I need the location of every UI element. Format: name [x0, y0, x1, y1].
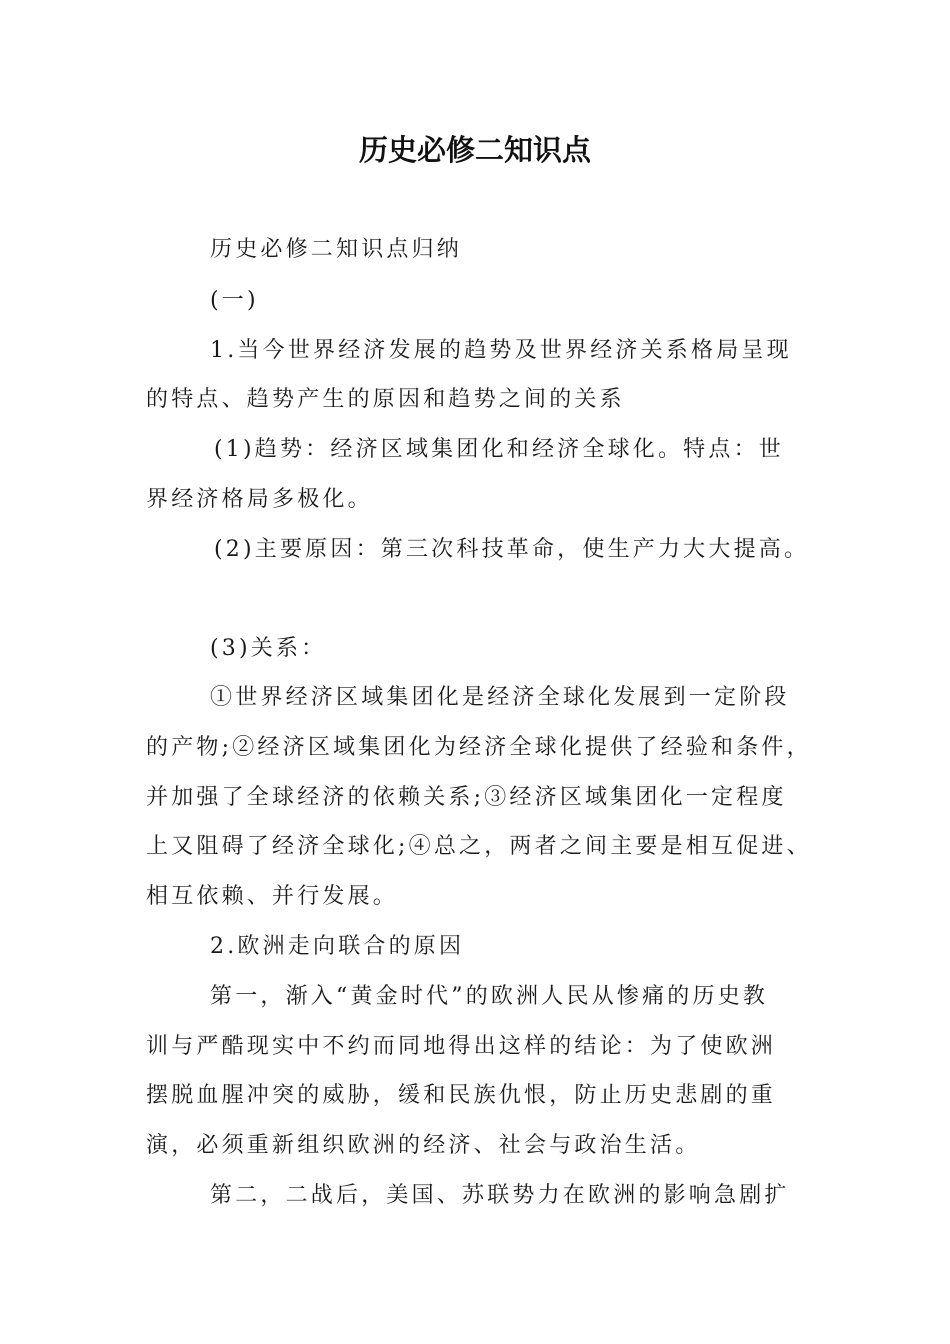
paragraph-line: 的特点、趋势产生的原因和趋势之间的关系 — [146, 387, 625, 412]
paragraph-line: 的产物;②经济区域集团化为经济全球化提供了经验和条件， — [146, 735, 812, 760]
paragraph-line: ①世界经济区域集团化是经济全球化发展到一定阶段 — [210, 685, 790, 710]
document-title: 历史必修二知识点 — [358, 133, 591, 167]
paragraph-line: (3)关系： — [210, 636, 327, 661]
paragraph-line: 并加强了全球经济的依赖关系;③经济区域集团化一定程度 — [146, 785, 787, 810]
paragraph-line: 第一，渐入“黄金时代”的欧洲人民从惨痛的历史教 — [210, 984, 769, 1009]
paragraph-line: (1)趋势：经济区域集团化和经济全球化。特点：世 — [214, 437, 784, 462]
paragraph-line: 1.当今世界经济发展的趋势及世界经济关系格局呈现 — [210, 338, 792, 363]
paragraph-line: 演，必须重新组织欧洲的经济、社会与政治生活。 — [146, 1133, 701, 1158]
paragraph-line: (2)主要原因：第三次科技革命，使生产力大大提高。 — [214, 537, 810, 562]
paragraph-line: 训与严酷现实中不约而同地得出这样的结论：为了使欧洲 — [146, 1034, 777, 1059]
paragraph-line: 第二，二战后，美国、苏联势力在欧洲的影响急剧扩 — [210, 1183, 790, 1208]
paragraph-line: 摆脱血腥冲突的威胁，缓和民族仇恨，防止历史悲剧的重 — [146, 1083, 777, 1108]
paragraph-line: 上又阻碍了经济全球化;④总之，两者之间主要是相互促进、 — [146, 834, 812, 859]
part-label: (一) — [210, 288, 259, 313]
section-heading: 2.欧洲走向联合的原因 — [210, 934, 465, 959]
paragraph-line: 界经济格局多极化。 — [146, 487, 373, 512]
paragraph-line: 相互依赖、并行发展。 — [146, 884, 399, 909]
section-heading: 历史必修二知识点归纳 — [210, 237, 463, 262]
